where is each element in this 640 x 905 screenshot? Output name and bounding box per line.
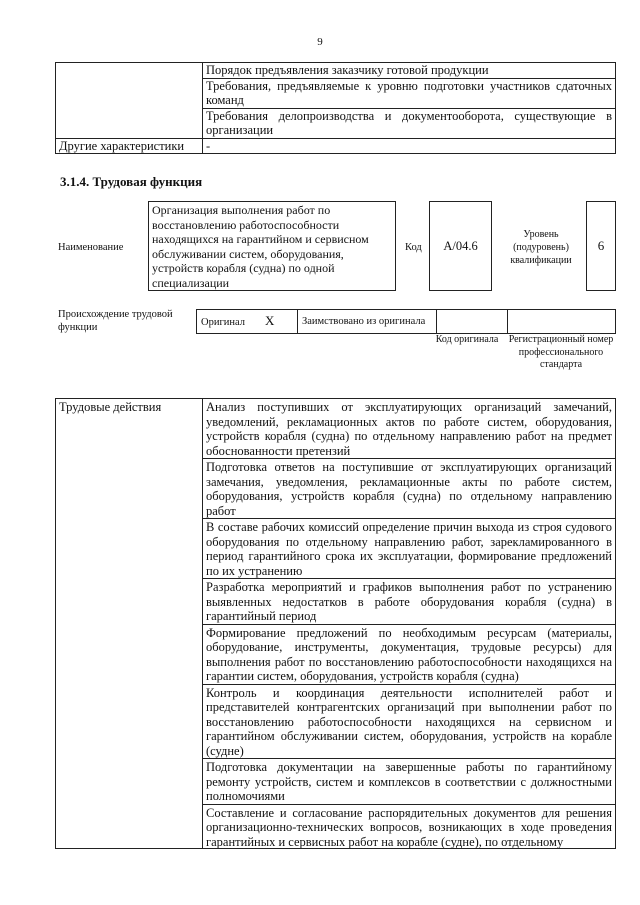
labor-action-item-text: Составление и согласование распорядительных документов для решения организационно-технических вопросов, возникающих в ходе проведения гарантийных и сервисных работ на корабле (судне), по отдельному <box>206 805 612 848</box>
original-label: Оригинал <box>201 316 245 328</box>
page-number: 9 <box>317 36 323 48</box>
borrowed-cell: Заимствовано из оригинала <box>298 310 437 334</box>
table-cell: Требования делопроизводства и документооборота, существующие в организации <box>203 108 616 138</box>
other-characteristics-label: Другие характеристики <box>56 138 203 154</box>
labor-action-item: Разработка мероприятий и графиков выполнения работ по устранению выявленных недостатков в работе оборудования корабля (судна) в гарантийный период <box>203 579 616 625</box>
labor-action-item: Формирование предложений по необходимым ресурсам (материалы, оборудование, инструменты, документация, трудовые ресурсы) для выполнения работ по восстановлению работоспособности находящихся на гарантии систем, оборудования, устройств корабля (судна) <box>203 624 616 684</box>
labor-action-item: Подготовка документации на завершенные работы по гарантийному ремонту устройств, систем и комплексов в соответствии с должностными полномочиями <box>203 759 616 805</box>
original-cell <box>197 310 298 334</box>
table-row <box>197 310 616 334</box>
registration-number-cell <box>508 310 616 334</box>
qualification-level-label: Уровень (подуровень) квалификации <box>510 229 572 266</box>
labor-action-item: Анализ поступивших от эксплуатирующих организаций замечаний, уведомлений, рекламационных актов по работе систем, оборудования, устройств корабля (судна) по отдельному направлению работ на предмет обоснованности претензий <box>203 399 616 459</box>
table-row <box>56 63 616 79</box>
labor-actions-label: Трудовые действия <box>56 399 203 849</box>
labor-action-item: Контроль и координация деятельности исполнителей работ и представителей контрагентских организаций при выполнении работ по восстановлению работоспособности находящихся на сервисном и гарантийном обслуживании систем, оборудования, устройств на корабле (судне) <box>203 684 616 759</box>
other-characteristics-value: - <box>203 138 616 154</box>
labor-action-item <box>203 804 616 848</box>
original-mark: X <box>265 312 275 328</box>
table-cell: Требования, предъявляемые к уровню подготовки участников сдаточных команд <box>203 78 616 108</box>
labor-action-item: Подготовка ответов на поступившие от эксплуатирующих организаций замечания, уведомления, рекламационные акты по работе систем, оборудования, устройств корабля (судна) по отдельному направлению работ <box>203 459 616 519</box>
origin-label: Происхождение трудовой функции <box>58 309 173 333</box>
labor-action-item: В составе рабочих комиссий определение причин выхода из строя судового оборудования по отдельному направлению работ, зарекламированного в период гарантийного срока их эксплуатации, формирование предложений по их устранению <box>203 519 616 579</box>
empty-label-cell <box>56 63 203 139</box>
naming-label: Наименование <box>58 242 124 253</box>
table-row <box>56 399 616 459</box>
code-label: Код <box>405 242 422 253</box>
origin-table <box>196 309 616 334</box>
table-row <box>56 138 616 154</box>
code-value-box: A/04.6 <box>429 201 492 291</box>
requirements-continuation-table <box>55 62 616 154</box>
origin-code-cell <box>437 310 508 334</box>
registration-number-caption: Регистрационный номер профессионального стандарта <box>508 334 614 370</box>
table-cell: Порядок предъявления заказчику готовой продукции <box>203 63 616 79</box>
qualification-level-value: 6 <box>586 201 616 291</box>
function-name-box: Организация выполнения работ по восстановлению работоспособности находящихся на гарантийном и сервисном обслуживании систем, оборудования, устройств корабля (судна) по одной специализации <box>148 201 396 291</box>
section-title: 3.1.4. Трудовая функция <box>60 174 203 189</box>
code-of-original-caption: Код оригинала <box>435 334 499 345</box>
labor-actions-table <box>55 398 616 849</box>
